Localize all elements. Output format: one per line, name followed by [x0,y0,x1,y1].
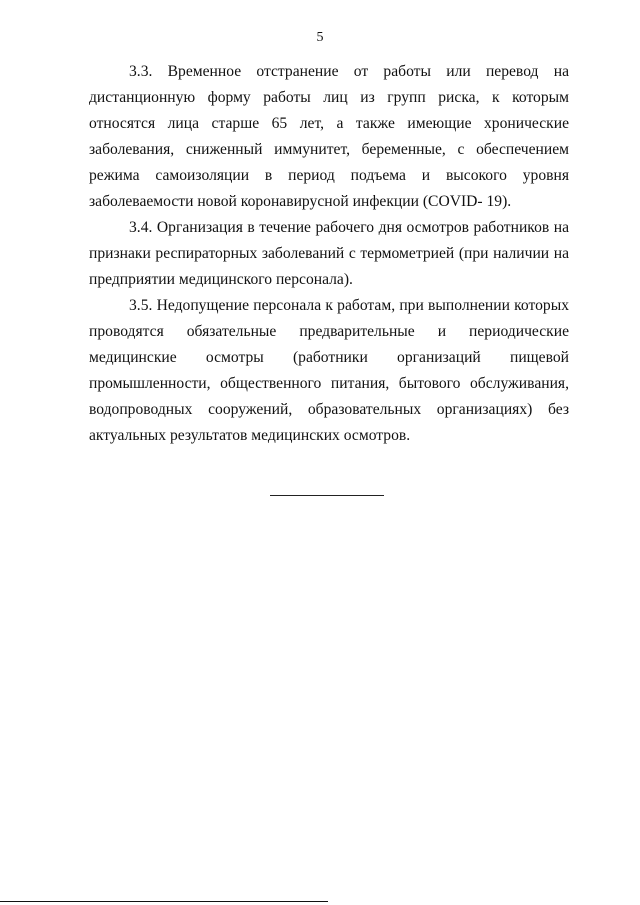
paragraph-3-4: 3.4. Организация в течение рабочего дня осмотров работников на признаки респираторных заболеваний с термометрией (при наличии на предприятии медицинского персонала). [89,219,569,288]
page-number: 5 [316,30,324,45]
paragraph-3-3: 3.3. Временное отстранение от работы или перевод на дистанционную форму работы лиц из групп риска, к которым относятся лица старше 65 лет, а также имеющие хронические заболевания, сниженный иммунитет, беременные, с обеспечением режима самоизоляции в период подъема и высокого уровня заболеваемости новой коронавирусной инфекции (COVID- 19). [89,63,569,210]
footer-rule [0,901,328,902]
document-body [89,59,569,449]
section-end-separator [270,495,384,496]
paragraph-3-5: 3.5. Недопущение персонала к работам, при выполнении которых проводятся обязательные предварительные и периодические медицинские осмотры (работники организаций пищевой промышленности, общественного питания, бытового обслуживания, водопроводных сооружений, образовательных организациях) без актуальных результатов медицинских осмотров. [89,297,569,444]
